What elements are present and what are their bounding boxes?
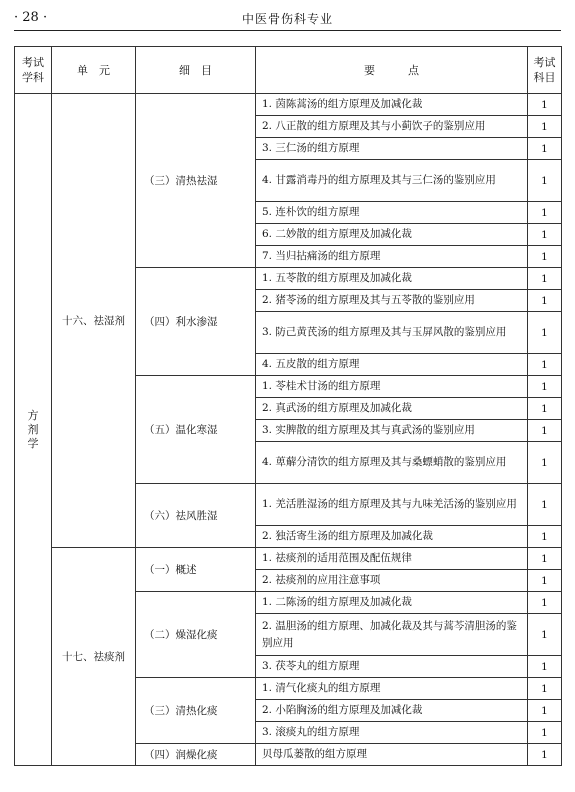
table-header-row bbox=[15, 47, 562, 94]
unit-cell: 十六、祛湿剂 bbox=[52, 94, 136, 548]
item-cell: （三）清热祛湿 bbox=[136, 94, 256, 268]
point-level: 1 bbox=[528, 224, 562, 246]
page-title: 中医骨伤科专业 bbox=[241, 12, 333, 26]
point-level: 1 bbox=[528, 138, 562, 160]
item-cell: （四）润燥化痰 bbox=[136, 744, 256, 766]
point-text: 2. 温胆汤的组方原理、加减化裁及其与蒿芩清胆汤的鉴别应用 bbox=[256, 614, 528, 656]
point-text: 贝母瓜蒌散的组方原理 bbox=[256, 744, 528, 766]
point-level: 1 bbox=[528, 700, 562, 722]
point-level: 1 bbox=[528, 246, 562, 268]
point-level: 1 bbox=[528, 526, 562, 548]
point-level: 1 bbox=[528, 744, 562, 766]
item-cell: （二）燥湿化痰 bbox=[136, 592, 256, 678]
point-level: 1 bbox=[528, 202, 562, 224]
point-text: 6. 二妙散的组方原理及加减化裁 bbox=[256, 224, 528, 246]
page-header bbox=[14, 8, 561, 30]
item-cell: （五）温化寒湿 bbox=[136, 376, 256, 484]
point-level: 1 bbox=[528, 376, 562, 398]
header-divider bbox=[14, 30, 561, 31]
point-text: 4. 甘露消毒丹的组方原理及其与三仁汤的鉴别应用 bbox=[256, 160, 528, 202]
point-level: 1 bbox=[528, 312, 562, 354]
point-text: 3. 茯苓丸的组方原理 bbox=[256, 656, 528, 678]
point-text: 3. 三仁汤的组方原理 bbox=[256, 138, 528, 160]
point-level: 1 bbox=[528, 656, 562, 678]
point-text: 2. 小陷胸汤的组方原理及加减化裁 bbox=[256, 700, 528, 722]
point-level: 1 bbox=[528, 290, 562, 312]
point-level: 1 bbox=[528, 678, 562, 700]
point-text: 1. 羌活胜湿汤的组方原理及其与九味羌活汤的鉴别应用 bbox=[256, 484, 528, 526]
point-text: 1. 祛痰剂的适用范围及配伍规律 bbox=[256, 548, 528, 570]
table-row bbox=[15, 548, 562, 570]
header-item: 细 目 bbox=[136, 47, 256, 94]
point-text: 5. 连朴饮的组方原理 bbox=[256, 202, 528, 224]
point-text: 2. 八正散的组方原理及其与小蓟饮子的鉴别应用 bbox=[256, 116, 528, 138]
point-text: 1. 茵陈蒿汤的组方原理及加减化裁 bbox=[256, 94, 528, 116]
subject-cell: 方 剂 学 bbox=[15, 94, 52, 766]
point-level: 1 bbox=[528, 116, 562, 138]
syllabus-table bbox=[14, 46, 562, 766]
header-subject: 考试 学科 bbox=[15, 47, 52, 94]
item-cell: （三）清热化痰 bbox=[136, 678, 256, 744]
point-level: 1 bbox=[528, 398, 562, 420]
item-cell: （一）概述 bbox=[136, 548, 256, 592]
point-level: 1 bbox=[528, 160, 562, 202]
item-cell: （六）祛风胜湿 bbox=[136, 484, 256, 548]
point-level: 1 bbox=[528, 592, 562, 614]
point-level: 1 bbox=[528, 548, 562, 570]
point-text: 4. 五皮散的组方原理 bbox=[256, 354, 528, 376]
table-row bbox=[15, 94, 562, 116]
item-cell: （四）利水渗湿 bbox=[136, 268, 256, 376]
point-text: 3. 滚痰丸的组方原理 bbox=[256, 722, 528, 744]
point-level: 1 bbox=[528, 354, 562, 376]
point-text: 2. 真武汤的组方原理及加减化裁 bbox=[256, 398, 528, 420]
point-text: 2. 猪苓汤的组方原理及其与五苓散的鉴别应用 bbox=[256, 290, 528, 312]
point-level: 1 bbox=[528, 268, 562, 290]
point-level: 1 bbox=[528, 484, 562, 526]
point-text: 2. 独活寄生汤的组方原理及加减化裁 bbox=[256, 526, 528, 548]
point-text: 1. 二陈汤的组方原理及加减化裁 bbox=[256, 592, 528, 614]
unit-cell: 十七、祛痰剂 bbox=[52, 548, 136, 766]
point-level: 1 bbox=[528, 420, 562, 442]
point-text: 3. 实脾散的组方原理及其与真武汤的鉴别应用 bbox=[256, 420, 528, 442]
point-level: 1 bbox=[528, 722, 562, 744]
point-text: 1. 清气化痰丸的组方原理 bbox=[256, 678, 528, 700]
point-text: 1. 苓桂术甘汤的组方原理 bbox=[256, 376, 528, 398]
header-level: 考试 科目 bbox=[528, 47, 562, 94]
point-level: 1 bbox=[528, 94, 562, 116]
point-text: 3. 防己黄芪汤的组方原理及其与玉屏风散的鉴别应用 bbox=[256, 312, 528, 354]
point-text: 7. 当归拈痛汤的组方原理 bbox=[256, 246, 528, 268]
header-points: 要 点 bbox=[256, 47, 528, 94]
point-level: 1 bbox=[528, 442, 562, 484]
header-unit: 单 元 bbox=[52, 47, 136, 94]
point-text: 1. 五苓散的组方原理及加减化裁 bbox=[256, 268, 528, 290]
page-number: · 28 · bbox=[14, 10, 48, 25]
point-text: 2. 祛痰剂的应用注意事项 bbox=[256, 570, 528, 592]
point-level: 1 bbox=[528, 570, 562, 592]
point-level: 1 bbox=[528, 614, 562, 656]
point-text: 4. 萆薢分清饮的组方原理及其与桑螵蛸散的鉴别应用 bbox=[256, 442, 528, 484]
